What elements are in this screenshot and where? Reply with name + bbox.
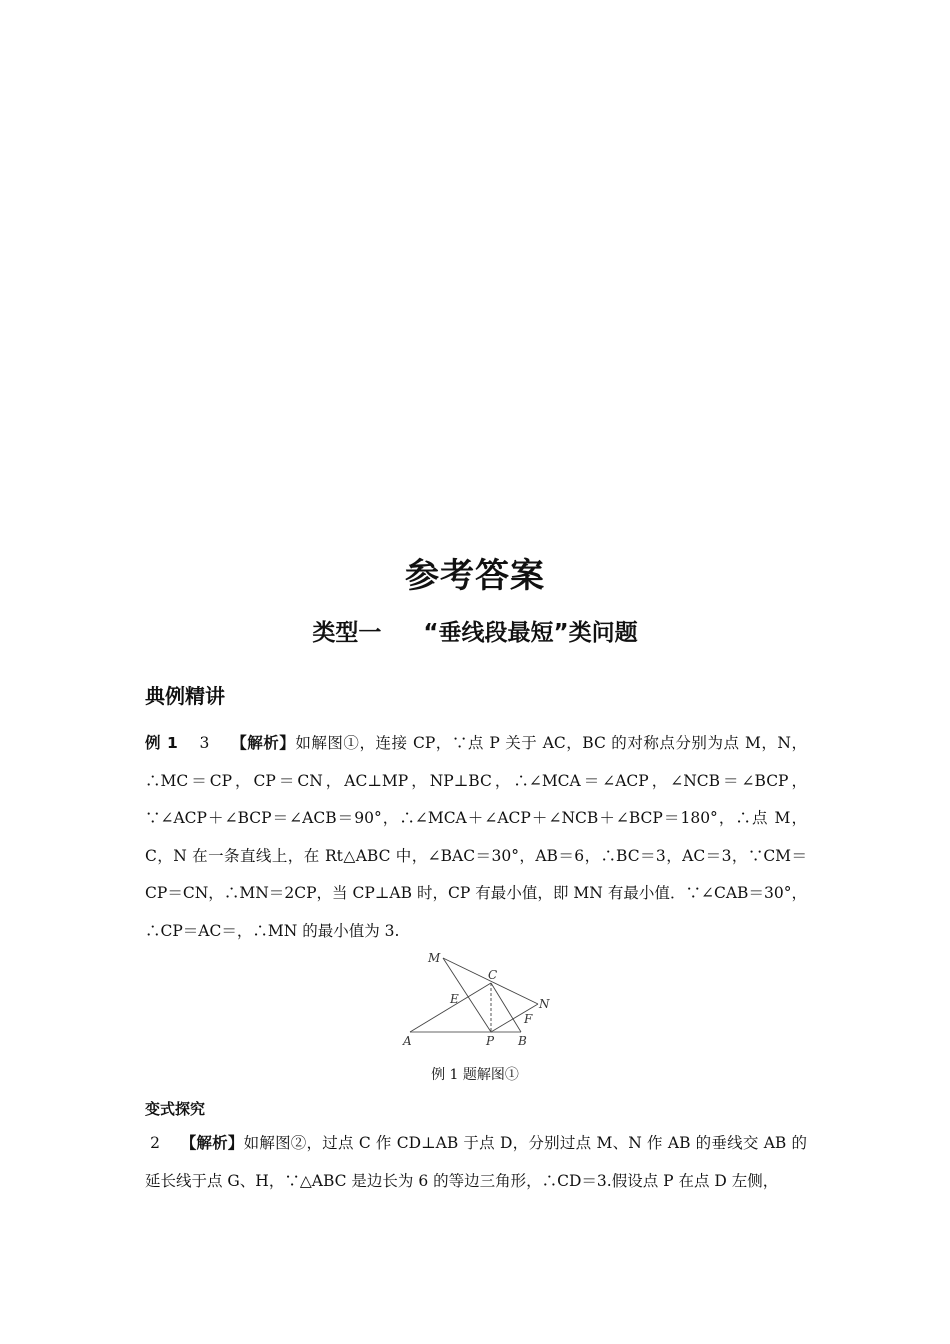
label-P: P [486, 1034, 495, 1048]
type-title: “垂线段最短”类问题 [423, 620, 638, 646]
label-A: A [403, 1034, 412, 1048]
label-C: C [488, 968, 498, 982]
label-B: B [518, 1034, 527, 1048]
subsection-heading-variants: 变式探究 [145, 1100, 206, 1118]
geometry-figure [395, 948, 560, 1048]
analysis-tag: 【解析】 [231, 734, 296, 752]
page-title: 参考答案 [405, 556, 545, 596]
label-N: N [539, 997, 550, 1011]
subsection-heading-examples: 典例精讲 [145, 684, 225, 708]
section-heading [0, 614, 950, 647]
variant-text: 如解图②，过点 C 作 CD⊥AB 于点 D，分别过点 M、N 作 AB 的垂线交 AB 的延长线于点 G、H，∵△ABC 是边长为 6 的等边三角形，∴CD＝3.假设点 P 在点 D 左侧， [145, 1134, 807, 1190]
type-label: 类型一 [312, 620, 382, 646]
triangle-diagram [395, 948, 560, 1048]
example-1-solution [145, 725, 807, 950]
label-E: E [450, 992, 459, 1006]
label-F: F [524, 1012, 533, 1026]
analysis-tag: 【解析】 [180, 1134, 244, 1152]
figure-caption: 例 1 题解图① [431, 1067, 519, 1083]
example-text: 如解图①，连接 CP，∵点 P 关于 AC，BC 的对称点分别为点 M，N，∴MC＝CP，CP＝CN，AC⊥MP，NP⊥BC，∴∠MCA＝∠ACP，∠NCB＝∠BCP，∵∠ACP＋∠BCP＝∠ACB＝90°，∴∠MCA＋∠ACP＋∠NCB＋∠BCP＝180°，∴点 M，C，N 在一条直线上，在 Rt△ABC 中，∠BAC＝30°，AB＝6，∴BC＝3，AC＝3，∵CM＝CP＝CN，∴MN＝2CP，当 CP⊥AB 时，CP 有最小值，即 MN 有最小值．∵∠CAB＝30°，∴CP＝AC＝，∴MN 的最小值为 3. [145, 734, 807, 940]
example-answer: 3 [199, 734, 210, 752]
label-M: M [428, 951, 441, 965]
variant-solution [145, 1125, 807, 1200]
variant-answer: 2 [150, 1134, 161, 1152]
example-label: 例 1 [145, 734, 178, 752]
